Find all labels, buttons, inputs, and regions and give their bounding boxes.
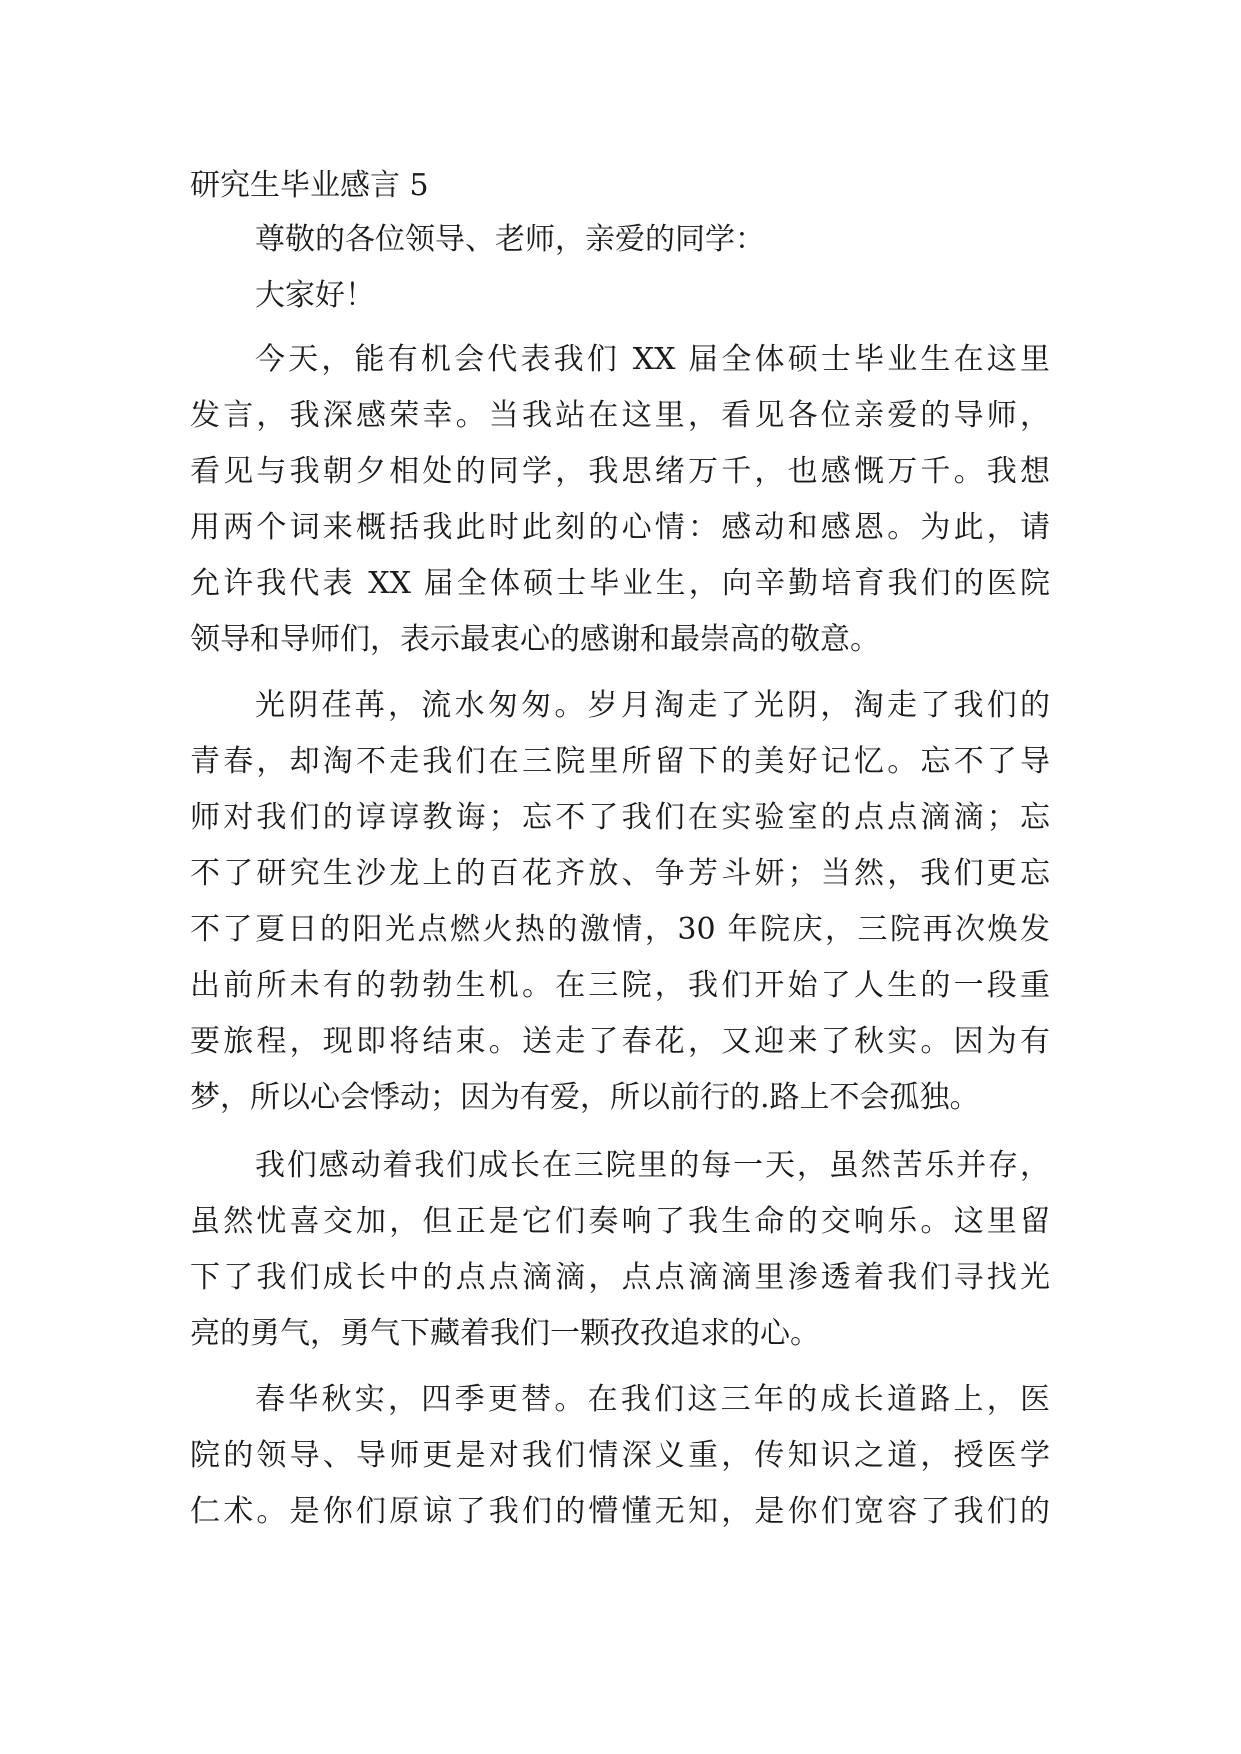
paragraph-1-line-2: 发言，我深感荣幸。当我站在这里，看见各位亲爱的导师，	[190, 398, 1050, 433]
paragraph-3-line-1: 我们感动着我们成长在三院里的每一天，虽然苦乐并存，	[255, 1148, 1050, 1183]
paragraph-1-line-3: 看见与我朝夕相处的同学，我思绪万千，也感慨万千。我想	[190, 454, 1050, 489]
paragraph-1-line-1: 今天，能有机会代表我们 XX 届全体硕士毕业生在这里	[255, 342, 1050, 377]
salutation-line: 尊敬的各位领导、老师，亲爱的同学：	[255, 222, 765, 257]
paragraph-4-line-3: 仁术。是你们原谅了我们的懵懂无知，是你们宽容了我们的	[190, 1494, 1050, 1529]
greeting-line: 大家好！	[255, 278, 375, 313]
paragraph-3-line-2: 虽然忧喜交加，但正是它们奏响了我生命的交响乐。这里留	[190, 1204, 1050, 1239]
paragraph-3-line-4: 亮的勇气，勇气下藏着我们一颗孜孜追求的心。	[190, 1316, 820, 1351]
paragraph-4-line-1: 春华秋实，四季更替。在我们这三年的成长道路上，医	[255, 1382, 1050, 1417]
document-title: 研究生毕业感言 5	[190, 168, 429, 203]
paragraph-2-line-4: 不了研究生沙龙上的百花齐放、争芳斗妍；当然，我们更忘	[190, 856, 1050, 891]
paragraph-2-line-3: 师对我们的谆谆教诲；忘不了我们在实验室的点点滴滴；忘	[190, 800, 1050, 835]
paragraph-2-line-8: 梦，所以心会悸动；因为有爱，所以前行的.路上不会孤独。	[190, 1080, 980, 1115]
paragraph-2-line-2: 青春，却淘不走我们在三院里所留下的美好记忆。忘不了导	[190, 744, 1050, 779]
paragraph-2-line-6: 出前所未有的勃勃生机。在三院，我们开始了人生的一段重	[190, 968, 1050, 1003]
paragraph-1-line-4: 用两个词来概括我此时此刻的心情：感动和感恩。为此，请	[190, 510, 1050, 545]
paragraph-2-line-1: 光阴荏苒，流水匆匆。岁月淘走了光阴，淘走了我们的	[255, 688, 1050, 723]
paragraph-4-line-2: 院的领导、导师更是对我们情深义重，传知识之道，授医学	[190, 1438, 1050, 1473]
paragraph-3-line-3: 下了我们成长中的点点滴滴，点点滴滴里渗透着我们寻找光	[190, 1260, 1050, 1295]
paragraph-2-line-5: 不了夏日的阳光点燃火热的激情，30 年院庆，三院再次焕发	[190, 912, 1050, 947]
paragraph-2-line-7: 要旅程，现即将结束。送走了春花，又迎来了秋实。因为有	[190, 1024, 1050, 1059]
paragraph-1-line-6: 领导和导师们，表示最衷心的感谢和最崇高的敬意。	[190, 622, 880, 657]
paragraph-1-line-5: 允许我代表 XX 届全体硕士毕业生，向辛勤培育我们的医院	[190, 566, 1050, 601]
